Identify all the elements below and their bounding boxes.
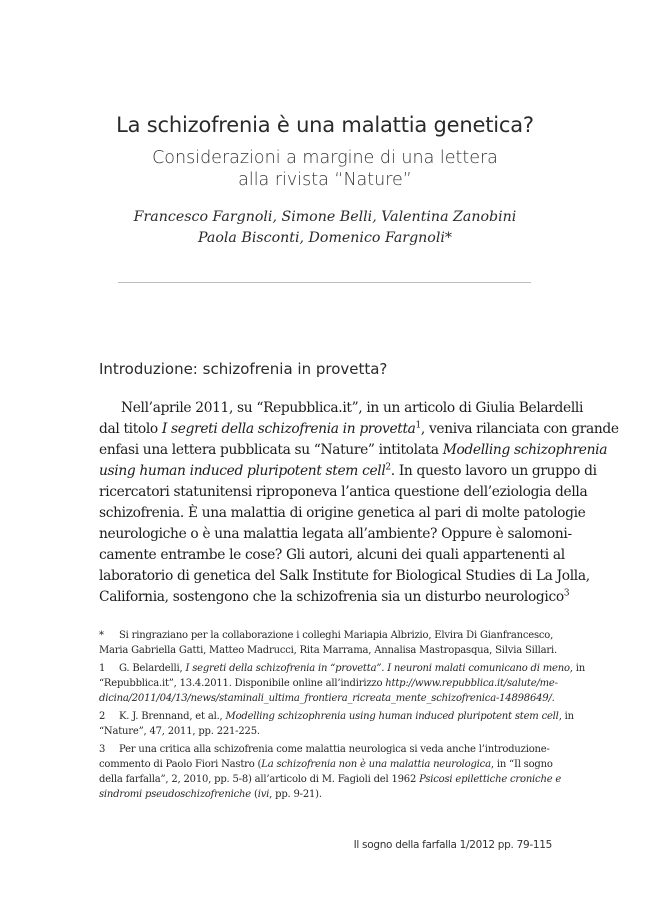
header-divider: [118, 282, 531, 283]
cited-title: I segreti della schizofrenia in provetta: [161, 421, 416, 437]
body-line: enfasi una lettera pubblicata su “Nature” intitolata Modelling schizophrenia: [99, 442, 608, 458]
body-line: California, sostengono che la schizofrenia sia un disturbo neurologico$^3$: [99, 588, 570, 605]
body-line: using human induced pluripotent stem cell$^2$. In questo lavoro un gruppo di: [99, 462, 597, 479]
footnote-marker: 2: [99, 711, 106, 722]
body-line: camente entrambe le cose? Gli autori, alcuni dei quali appartenenti al: [99, 547, 565, 563]
footnote-line: commento di Paolo Fiori Nastro (La schizofrenia non è una malattia neurologica, in “Il sogno: [99, 759, 553, 770]
footnote-line: “Repubblica.it”, 13.4.2011. Disponibile online all’indirizzo http://www.repubblica.it/salute/me-: [99, 678, 558, 689]
footnote-marker: 3: [99, 744, 106, 755]
body-line: dal titolo I segreti della schizofrenia in provetta$^1$, veniva rilanciata con grande: [99, 420, 619, 437]
footnote-1: 1 G. Belardelli, I segreti della schizofrenia in “provetta”. I neuroni malati comunicano di meno, in: [99, 663, 585, 674]
footnote-ref[interactable]: 2: [385, 462, 391, 473]
article-subtitle-line-2: alla rivista “Nature”: [238, 170, 412, 190]
footnote-ref[interactable]: 3: [563, 588, 570, 599]
cited-title: using human induced pluripotent stem cell: [99, 463, 386, 479]
body-line: Nell’aprile 2011, su “Repubblica.it”, in un articolo di Giulia Belardelli: [121, 400, 584, 416]
footnote-line: sindromi pseudoschizofreniche (ivi, pp. 9-21).: [99, 789, 322, 800]
authors-line-1: Francesco Fargnoli, Simone Belli, Valentina Zanobini: [133, 209, 517, 225]
body-line: schizofrenia. È una malattia di origine genetica al pari di molte patologie: [99, 505, 586, 521]
article-title: La schizofrenia è una malattia genetica?: [116, 113, 534, 137]
footnote-url[interactable]: dicina/2011/04/13/news/staminali_ultima_frontiera_ricreata_mente_schizofrenica-14898649/: [99, 693, 552, 704]
article-subtitle-line-1: Considerazioni a margine di una lettera: [152, 148, 498, 168]
footnote-url[interactable]: http://www.repubblica.it/salute/me-: [385, 678, 558, 689]
footnote-line: della farfalla”, 2, 2010, pp. 5-8) all’articolo di M. Fagioli del 1962 Psicosi epilettiche croniche e: [99, 774, 562, 785]
footnote-line: dicina/2011/04/13/news/staminali_ultima_frontiera_ricreata_mente_schizofrenica-14898649/.: [99, 693, 555, 704]
body-line: neurologiche o è una malattia legata all’ambiente? Oppure è salomoni-: [99, 526, 572, 542]
cited-title: Modelling schizophrenia: [442, 442, 608, 458]
footnote-ref[interactable]: 1: [415, 420, 421, 431]
body-line: ricercatori statunitensi riproponeva l’antica questione dell’eziologia della: [99, 484, 588, 500]
footnote-line: Maria Gabriella Gatti, Matteo Madrucci, Rita Marrama, Annalisa Mastropasqua, Silvia Sillari.: [99, 645, 557, 656]
footnote-2: 2 K. J. Brennand, et al., Modelling schizophrenia using human induced pluripotent stem cell, in: [99, 711, 574, 722]
footnote-3: 3 Per una critica alla schizofrenia come malattia neurologica si veda anche l’introduzione-: [99, 744, 550, 755]
footnote-line: “Nature”, 47, 2011, pp. 221-225.: [99, 726, 260, 737]
authors-line-2: Paola Bisconti, Domenico Fargnoli*: [197, 230, 453, 246]
footnote-marker: *: [99, 630, 104, 641]
body-line: laboratorio di genetica del Salk Institute for Biological Studies di La Jolla,: [99, 568, 590, 584]
footnote-marker: 1: [99, 663, 106, 674]
footnote-asterisk: * Si ringraziano per la collaborazione i colleghi Mariapia Albrizio, Elvira Di Gianfrancesco,: [99, 630, 554, 641]
journal-citation: Il sogno della farfalla 1/2012 pp. 79-115: [353, 839, 552, 851]
section-heading: Introduzione: schizofrenia in provetta?: [99, 360, 388, 378]
